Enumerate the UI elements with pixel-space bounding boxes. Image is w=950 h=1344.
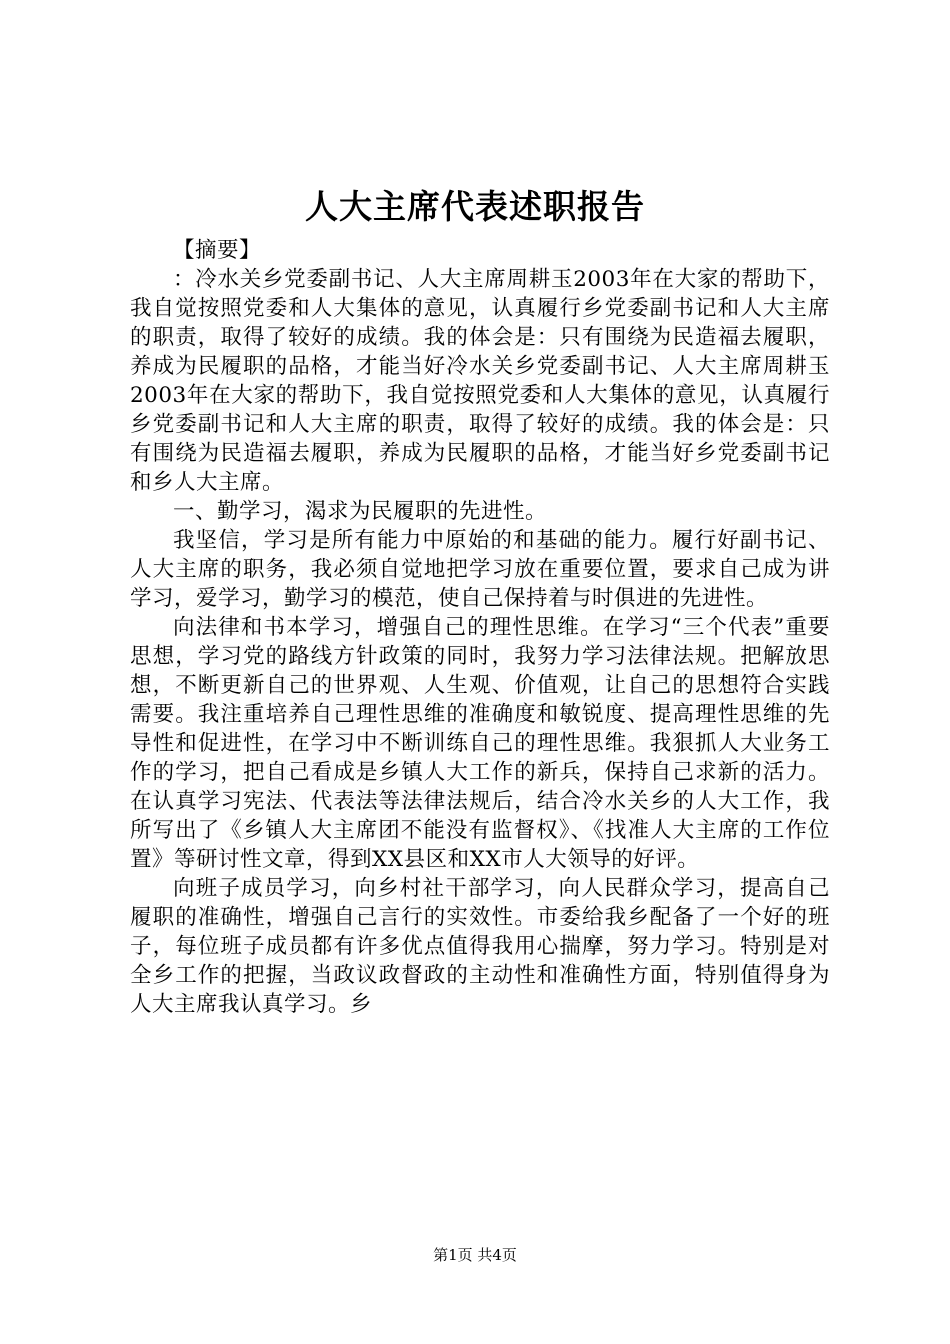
page-footer: 第1页 共4页 xyxy=(433,1246,517,1264)
abstract-tag: 【摘要】 xyxy=(173,238,262,263)
document-title: 人大主席代表述职报告 xyxy=(305,187,645,226)
paragraph: 向班子成员学习，向乡村社干部学习，向人民群众学习，提高自己履职的准确性，增强自己言行的实效性。市委给我乡配备了一个好的班子，每位班子成员都有许多优点值得我用心揣摩，努力学习。特别是对全乡工作的把握，当政议政督政的主动性和准确性方面，特别值得身为人大主席我认真学习。乡 xyxy=(130,876,830,1017)
paragraph: 向法律和书本学习，增强自己的理性思维。在学习“三个代表”重要思想，学习党的路线方针政策的同时，我努力学习法律法规。把解放思想，不断更新自己的世界观、人生观、价值观，让自己的思想符合实践需要。我注重培养自己理性思维的准确度和敏锐度、提高理性思维的先导性和促进性，在学习中不断训练自己的理性思维。我狠抓人大业务工作的学习，把自己看成是乡镇人大工作的新兵，保持自己求新的活力。在认真学习宪法、代表法等法律法规后，结合冷水关乡的人大工作，我所写出了《乡镇人大主席团不能没有监督权》、《找准人大主席的工作位置》等研讨性文章，得到XX县区和XX市人大领导的好评。 xyxy=(130,615,830,872)
document-body xyxy=(130,236,830,1019)
section-heading: 一、勤学习，渴求为民履职的先进性。 xyxy=(173,499,548,524)
paragraph: 我坚信，学习是所有能力中原始的和基础的能力。履行好副书记、人大主席的职务，我必须自觉地把学习放在重要位置，要求自己成为讲学习，爱学习，勤学习的模范，使自己保持着与时俱进的先进性。 xyxy=(130,528,830,611)
paragraph-abstract: ：冷水关乡党委副书记、人大主席周耕玉2003年在大家的帮助下，我自觉按照党委和人大集体的意见，认真履行乡党委副书记和人大主席的职责，取得了较好的成绩。我的体会是：只有围绕为民造福去履职，养成为民履职的品格，才能当好冷水关乡党委副书记、人大主席周耕玉2003年在大家的帮助下，我自觉按照党委和人大集体的意见，认真履行乡党委副书记和人大主席的职责，取得了较好的成绩。我的体会是：只有围绕为民造福去履职，养成为民履职的品格，才能当好乡党委副书记和乡人大主席。 xyxy=(130,267,830,495)
